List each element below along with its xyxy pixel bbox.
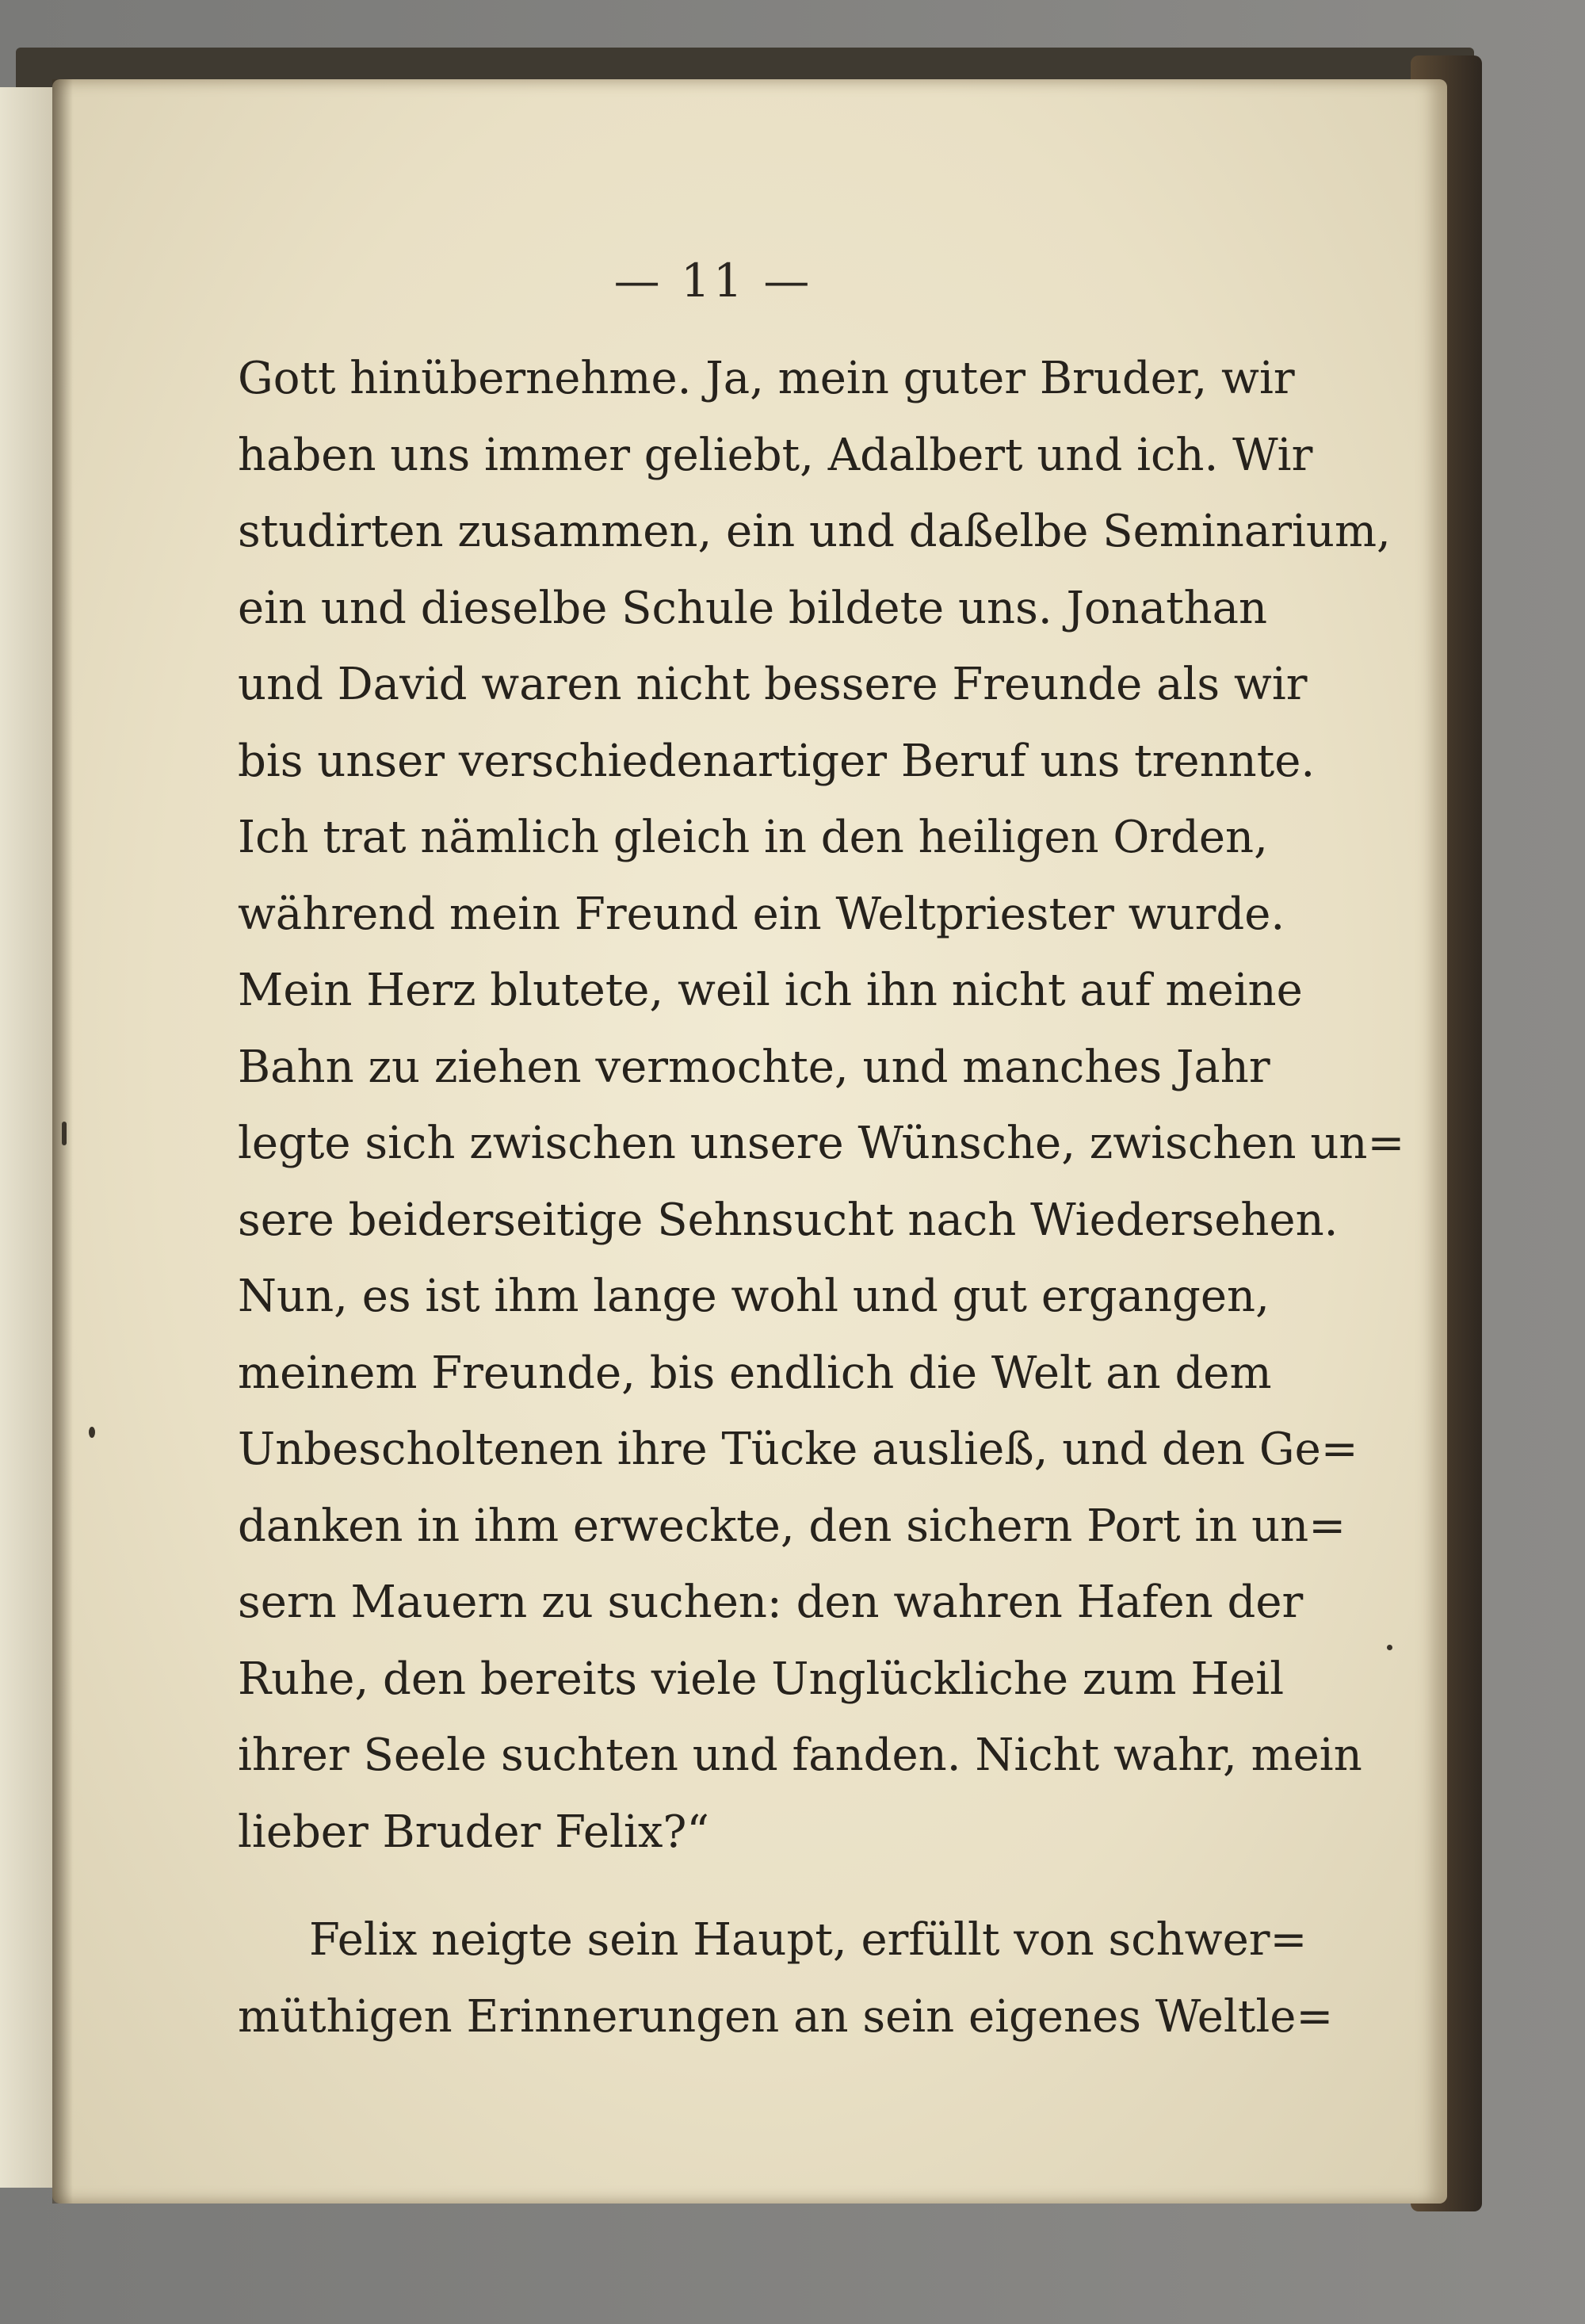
text-line: Ruhe, den bereits viele Unglückliche zum Heil bbox=[238, 1653, 1285, 1705]
text-line: und David waren nicht bessere Freunde als wir bbox=[238, 659, 1308, 710]
text-line: müthigen Erinnerungen an sein eigenes Weltle= bbox=[238, 1990, 1334, 2043]
text-line: legte sich zwischen unsere Wünsche, zwischen un= bbox=[238, 1118, 1405, 1169]
paragraph-gap bbox=[238, 1871, 1220, 1902]
text-line: Felix neigte sein Haupt, erfüllt von schwer= bbox=[309, 1914, 1308, 1966]
text-line: Nun, es ist ihm lange wohl und gut ergangen, bbox=[238, 1271, 1270, 1322]
text-line: meinem Freunde, bis endlich die Welt an dem bbox=[238, 1347, 1272, 1399]
text-line: während mein Freund ein Weltpriester wurde. bbox=[238, 888, 1285, 940]
paragraph-1 bbox=[238, 341, 1405, 1871]
text-line: Ich trat nämlich gleich in den heiligen Orden, bbox=[238, 812, 1268, 863]
text-line: bis unser verschiedenartiger Beruf uns trennte. bbox=[238, 735, 1316, 787]
ink-speck bbox=[62, 1122, 67, 1145]
text-line: ein und dieselbe Schule bildete uns. Jonathan bbox=[238, 582, 1268, 634]
text-line: ihrer Seele suchten und fanden. Nicht wahr, mein bbox=[238, 1730, 1362, 1781]
text-line: danken in ihm erweckte, den sichern Port in un= bbox=[238, 1500, 1346, 1552]
text-line: sere beiderseitige Sehnsucht nach Wiedersehen. bbox=[238, 1194, 1339, 1246]
text-line: Gott hinübernehme. Ja, mein guter Bruder, wir bbox=[238, 353, 1295, 404]
ink-speck bbox=[1387, 1645, 1392, 1650]
text-line: studirten zusammen, ein und daßelbe Seminarium, bbox=[238, 506, 1391, 557]
text-line: Bahn zu ziehen vermochte, und manches Jahr bbox=[238, 1041, 1270, 1093]
text-line: Unbescholtenen ihre Tücke ausließ, und den Ge= bbox=[238, 1424, 1358, 1475]
page-number-header: — 11 — bbox=[613, 254, 813, 308]
text-line: Mein Herz blutete, weil ich ihn nicht auf meine bbox=[238, 965, 1303, 1016]
ink-speck bbox=[89, 1427, 95, 1438]
page-body-text bbox=[238, 341, 1405, 2055]
text-line: lieber Bruder Felix?“ bbox=[238, 1806, 710, 1858]
text-line: sern Mauern zu suchen: den wahren Hafen der bbox=[238, 1577, 1304, 1628]
paragraph-2 bbox=[238, 1902, 1334, 2055]
text-line: haben uns immer geliebt, Adalbert und ich. Wir bbox=[238, 429, 1313, 481]
